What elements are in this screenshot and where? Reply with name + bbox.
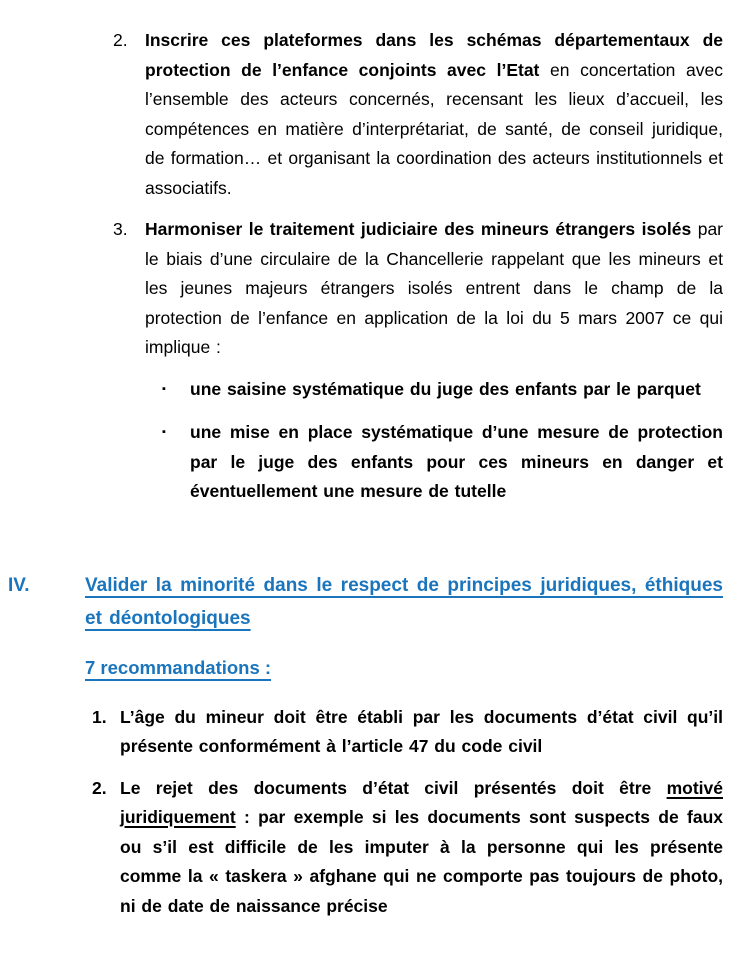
recommendation-item-2	[92, 774, 723, 922]
bold-lead: Inscrire ces plateformes dans les schémas départementaux de protection de l’enfance conjoints avec l’Etat	[145, 30, 723, 80]
rec-item-text	[120, 774, 723, 922]
section-numeral: IV.	[8, 574, 30, 596]
bold-lead: Harmoniser le traitement judiciaire des mineurs étrangers isolés	[145, 219, 692, 239]
list-item-number: 2.	[113, 30, 128, 50]
rec-item-text	[120, 703, 723, 762]
rec-text-post: : par exemple si les documents sont suspects de faux ou s’il est difficile de les imputer à la personne qui les présente comme la « taskera » afghane qui ne comporte pas toujours de photo, ni de date de naissance précise	[120, 807, 723, 916]
list-item-text	[145, 215, 723, 363]
sub-bullet-text: une saisine systématique du juge des enfants par le parquet	[190, 378, 701, 399]
list-item-rest: par le biais d’une circulaire de la Chancellerie rappelant que les mineurs et les jeunes majeurs étrangers isolés entrent dans le champ de la protection de l’enfance en application de la loi du 5 mars 2007 ce qui implique :	[145, 219, 724, 357]
recommendations-list	[92, 703, 723, 922]
recommendation-item-1	[92, 703, 723, 762]
list-item-text	[145, 26, 723, 203]
list-item-2	[113, 26, 723, 203]
square-bullet-icon: ▪	[162, 382, 166, 395]
section-title: Valider la minorité dans le respect de principes juridiques, éthiques et déontologiques	[85, 574, 723, 629]
square-bullet-icon: ▪	[162, 426, 166, 438]
list-item-rest: en concertation avec l’ensemble des acteurs concernés, recensant les lieux d’accueil, les compétences en matière d’interprétariat, de santé, de conseil juridique, de formation… et organisant la coordination des acteurs institutionnels et associatifs.	[145, 59, 723, 198]
rec-text-pre: L’âge du mineur doit être établi par les documents d’état civil qu’il présente conformément à l’article 47 du code civil	[120, 706, 723, 756]
rec-item-number: 2.	[92, 777, 107, 798]
section-heading	[8, 569, 723, 635]
sub-bullet-2	[162, 418, 723, 507]
section-subtitle: 7 recommandations :	[85, 656, 272, 678]
sub-bullet-1	[162, 375, 723, 405]
numbered-list-top	[0, 26, 751, 363]
rec-item-number: 1.	[92, 706, 107, 727]
rec-text-pre: Le rejet des documents d’état civil présentés doit être	[120, 777, 667, 798]
list-item-number: 3.	[113, 219, 128, 239]
sub-bullet-text: une mise en place systématique d’une mesure de protection par le juge des enfants pour ces mineurs en danger et éventuellement une mesure de tutelle	[190, 422, 723, 501]
list-item-3	[113, 215, 723, 363]
sub-bullet-list	[162, 375, 723, 507]
underlined-phrase: motivé juridiquement	[120, 777, 723, 827]
